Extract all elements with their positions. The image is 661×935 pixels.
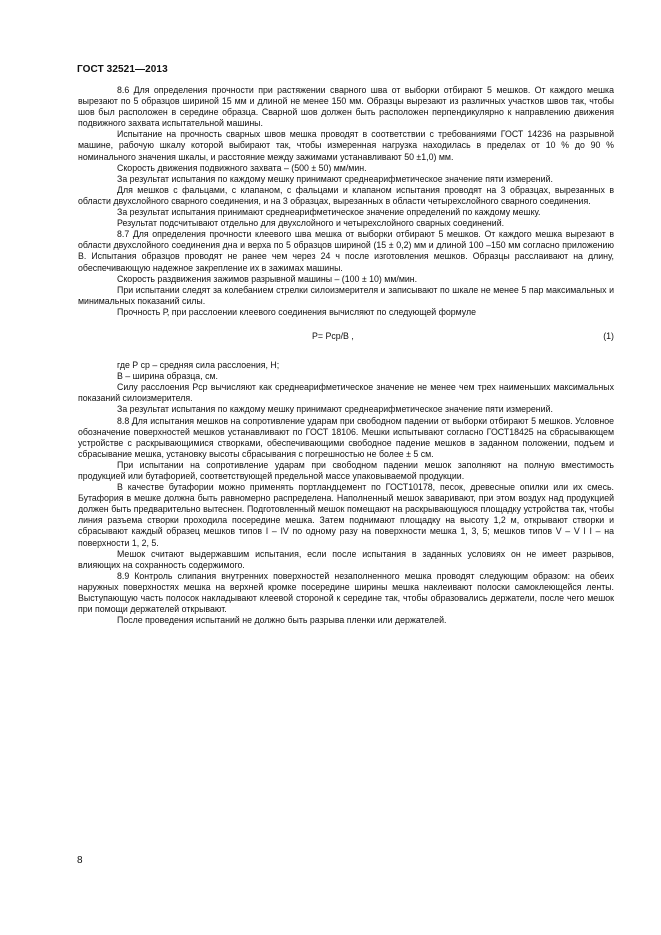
paragraph: Скорость раздвижения зажимов разрывной машины – (100 ± 10) мм/мин. <box>117 273 418 284</box>
paragraph: Испытание на прочность сварных швов мешка проводят в соответствии с требованиями ГОСТ 14236 на разрывной машине, рабочую шкалу которой выбирают так, чтобы измеренная нагрузка находилась в пределах от 10 % до 90 % номинального значения шкалы, и расстояние между зажимами устанавливают 50 ±1,0) мм. <box>78 129 614 162</box>
page-number: 8 <box>77 855 83 866</box>
formula <box>78 331 614 342</box>
paragraph: 8.9 Контроль слипания внутренних поверхностей незаполненного мешка проводят следующим образом: на обеих наружных поверхностях мешка на верхней кромке посередине ширины мешка наклеивают полоски самоклеющейся ленты. Выступающую часть полосок накладывают клеевой стороной к середине так, чтобы образовались держатели, после чего мешок при помощи держателей открывают. <box>78 570 614 615</box>
paragraph: где Р ср – средняя сила расслоения, Н; <box>117 360 280 371</box>
paragraph: В – ширина образца, см. <box>117 371 218 382</box>
paragraph: Прочность Р, при расслоении клеевого соединения вычисляют по следующей формуле <box>117 306 477 317</box>
paragraph: 8.7 Для определения прочности клеевого шва мешка от выборки отбирают 5 мешков. От каждого мешка вырезают в области двухслойного соединения дна и верха по 5 образцов шириной (15 ± 0,2) мм и длиной 100 –150 мм согласно приложению В. Испытания образцов проводят не ранее чем через 24 ч после изготовления мешков. Образцы расслаивают на длину, обеспечивающую надежное закрепление их в зажимах машины. <box>78 229 614 273</box>
paragraph: Результат подсчитывают отдельно для двухслойного и четырехслойного сварных соединений. <box>117 218 505 229</box>
document-body <box>78 85 614 626</box>
paragraph: За результат испытания по каждому мешку принимают среднеарифметическое значение пяти измерений. <box>117 404 553 415</box>
paragraph: Скорость движения подвижного захвата – (500 ± 50) мм/мин. <box>117 162 367 173</box>
formula-expression: Р= Рср/В , <box>312 330 354 341</box>
formula-number: (1) <box>603 330 614 341</box>
paragraph: За результат испытания принимают среднеарифметическое значение определений по каждому мешку. <box>117 207 541 218</box>
page-header: ГОСТ 32521—2013 <box>77 64 168 75</box>
paragraph: При испытании следят за колебанием стрелки силоизмерителя и записывают по шкале не менее 5 пар максимальных и минимальных показаний силы. <box>78 284 614 306</box>
paragraph: Мешок считают выдержавшим испытания, если после испытания в заданных условиях он не имеет разрывов, влияющих на сохранность содержимого. <box>78 548 614 570</box>
paragraph: Силу расслоения Рср вычисляют как среднеарифметическое значение не менее чем трех наименьших максимальных показаний силоизмерителя. <box>78 382 614 404</box>
paragraph: 8.8 Для испытания мешков на сопротивление ударам при свободном падении от выборки отбирают 5 мешков. Условное обозначение поверхностей мешков устанавливают по ГОСТ 18106. Мешки испытывают согласно ГОСТ18425 на сбрасывающем устройстве с раскрывающимися створками, обеспечивающими свободное падение мешков в заданном положении, подъем и сбрасывание мешка, установку высоты сбрасывания с погрешностью не более ± 5 см. <box>78 415 614 459</box>
paragraph: В качестве бутафории можно применять портландцемент по ГОСТ10178, песок, древесные опилки или их смесь. Бутафория в мешке должна быть равномерно распределена. Наполненный мешок заваривают, при этом воздух над продукцией должен быть предварительно вытеснен. Подготовленный мешок помещают на раскрывающуюся площадку устройства так, чтобы линия разъема створки проходила посередине мешка. Затем поднимают площадку на высоту 1,2 м, открывают створки и сбрасывают каждый образец мешков типов I – IV по одному разу на поверхности мешка 1, 3, 5; мешков типов V – V I I – на поверхности 1, 2, 5. <box>78 482 614 548</box>
paragraph: За результат испытания по каждому мешку принимают среднеарифметическое значение пяти измерений. <box>117 173 553 184</box>
paragraph: Для мешков с фальцами, с клапаном, с фальцами и клапаном испытания проводят на 3 образцах, вырезанных в области двухслойного сварного соединения, и на 3 образцах, вырезанных в области четырехслойного сварного соединения. <box>78 184 614 206</box>
paragraph: При испытании на сопротивление ударам при свободном падении мешок заполняют на полную вместимость продукцией или бутафорией, соответствующей предельной массе упаковываемой продукции. <box>78 459 614 481</box>
paragraph: После проведения испытаний не должно быть разрыва пленки или держателей. <box>117 615 447 626</box>
paragraph: 8.6 Для определения прочности при растяжении сварного шва от выборки отбирают 5 мешков. От каждого мешка вырезают по 5 образцов шириной 15 мм и длиной не менее 150 мм. Образцы вырезают из различных участков швов так, чтобы шов был расположен в середине образца. Сварной шов должен быть расположен перпендикулярно к направлению движения подвижного захвата испытательной машины. <box>78 85 614 129</box>
